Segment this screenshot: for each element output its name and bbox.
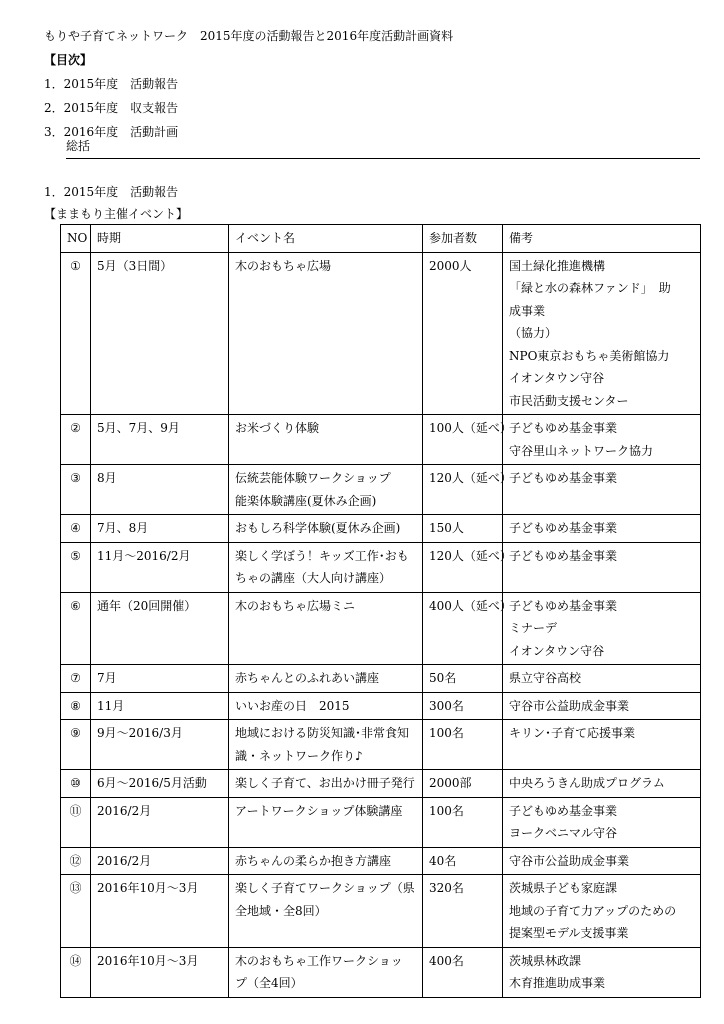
cell-event-name-line: 赤ちゃんとのふれあい講座 — [235, 671, 380, 685]
cell-notes — [503, 592, 701, 665]
section-divider — [66, 158, 700, 159]
cell-period-line: 2016/2月 — [97, 853, 152, 868]
cell-event-name — [229, 797, 423, 847]
cell-notes-line: 守谷市公益助成金事業 — [509, 853, 630, 868]
cell-notes — [503, 515, 701, 543]
table-row — [61, 692, 701, 720]
cell-notes-line: ミナーデ — [509, 621, 558, 635]
cell-period — [91, 692, 229, 720]
cell-event-name — [229, 720, 423, 770]
cell-participants-line: 120人（延べ） — [429, 471, 512, 485]
table-row — [61, 797, 701, 847]
cell-event-name — [229, 692, 423, 720]
cell-participants — [423, 415, 512, 465]
cell-no: ⑤ — [61, 542, 91, 592]
cell-participants-line: 100名 — [429, 726, 464, 740]
cell-participants — [423, 947, 503, 997]
cell-notes — [503, 720, 701, 770]
cell-event-name-line: 楽しく学ぼう！キッズ工作･おも — [235, 548, 409, 563]
cell-notes — [503, 542, 701, 592]
cell-no: ⑦ — [61, 665, 91, 693]
cell-period — [91, 720, 229, 770]
table-row — [61, 515, 701, 543]
cell-participants — [423, 847, 503, 875]
cell-participants-line: 2000部 — [429, 776, 472, 790]
table-row — [61, 720, 701, 770]
cell-event-name-line: 楽しく子育てワークショップ（県 — [235, 881, 415, 895]
column-header-participants: 参加者数 — [423, 225, 503, 253]
cell-participants — [423, 515, 503, 543]
cell-period — [91, 515, 229, 543]
cell-event-name — [229, 847, 423, 875]
cell-participants-line: 100名 — [429, 803, 464, 818]
cell-period-line: 5月（3日間） — [97, 258, 173, 273]
table-header-row — [61, 225, 701, 253]
cell-participants-line: 120人（延べ） — [429, 548, 512, 563]
cell-event-name — [229, 465, 423, 515]
cell-period-line: 2016年10月～3月 — [97, 953, 199, 968]
events-table — [60, 224, 701, 998]
cell-notes-line: 子どもゆめ基金事業 — [509, 421, 618, 435]
cell-no: ① — [61, 252, 91, 415]
table-row — [61, 875, 701, 948]
cell-event-name — [229, 665, 423, 693]
cell-period — [91, 542, 229, 592]
cell-notes-line: 提案型モデル支援事業 — [509, 926, 629, 940]
cell-notes-line: 地域の子育て力アップのための — [509, 903, 677, 918]
cell-event-name-line: 赤ちゃんの柔らか抱き方講座 — [235, 853, 392, 868]
cell-no: ⑫ — [61, 847, 91, 875]
cell-notes-line: 子どもゆめ基金事業 — [509, 548, 618, 563]
cell-notes-line: 県立守谷高校 — [509, 671, 582, 685]
cell-participants — [423, 665, 503, 693]
cell-notes-line: 成事業 — [509, 303, 546, 318]
cell-notes-line: 守谷市公益助成金事業 — [509, 698, 630, 713]
cell-notes-line: キリン･子育て応援事業 — [509, 726, 636, 740]
cell-notes — [503, 465, 701, 515]
cell-event-name-line: 楽しく子育て、お出かけ冊子発行 — [235, 776, 415, 790]
cell-participants — [423, 465, 512, 515]
table-row — [61, 542, 701, 592]
cell-participants — [423, 770, 503, 798]
cell-event-name — [229, 542, 423, 592]
cell-no: ③ — [61, 465, 91, 515]
cell-period-line: 通年（20回開催） — [97, 598, 197, 613]
cell-notes-line: 茨城県林政課 — [509, 953, 582, 968]
cell-period-line: 5月、7月、9月 — [97, 421, 180, 435]
cell-period-line: 9月～2016/3月 — [97, 726, 183, 740]
table-body — [61, 252, 701, 997]
cell-event-name-line: 能楽体験講座(夏休み企画) — [235, 493, 377, 508]
cell-event-name-line: ちゃの講座（大人向け講座） — [235, 571, 392, 585]
cell-event-name-line: おもしろ科学体験(夏休み企画) — [235, 521, 401, 535]
cell-no: ⑨ — [61, 720, 91, 770]
cell-period — [91, 797, 229, 847]
column-header-notes: 備考 — [503, 225, 701, 253]
cell-no: ⑩ — [61, 770, 91, 798]
cell-notes — [503, 847, 701, 875]
cell-notes-line: 子どもゆめ基金事業 — [509, 471, 618, 485]
cell-period — [91, 947, 229, 997]
cell-event-name — [229, 770, 423, 798]
cell-participants — [423, 542, 512, 592]
toc-heading: 【目次】 — [44, 53, 93, 67]
cell-event-name — [229, 592, 423, 665]
cell-notes — [503, 797, 701, 847]
cell-notes-line: 市民活動支援センター — [509, 393, 629, 408]
cell-no: ⑬ — [61, 875, 91, 948]
section-subheading: 【ままもり主催イベント】 — [44, 207, 189, 221]
cell-notes-line: 中央ろうきん助成プログラム — [509, 776, 665, 790]
cell-notes-line: 国土緑化推進機構 — [509, 258, 606, 273]
cell-event-name-line: 木のおもちゃ広場 — [235, 258, 332, 273]
cell-notes-line: 木育推進助成事業 — [509, 976, 606, 990]
cell-period-line: 7月、8月 — [97, 521, 149, 535]
cell-notes — [503, 947, 701, 997]
cell-event-name — [229, 947, 423, 997]
table-row — [61, 665, 701, 693]
cell-period — [91, 252, 229, 415]
cell-notes — [503, 665, 701, 693]
cell-period — [91, 415, 229, 465]
cell-no: ⑭ — [61, 947, 91, 997]
cell-notes — [503, 415, 701, 465]
cell-participants — [423, 592, 512, 665]
cell-no: ⑪ — [61, 797, 91, 847]
column-header-event: イベント名 — [229, 225, 423, 253]
cell-no: ② — [61, 415, 91, 465]
cell-event-name-line: いいお産の日 2015 — [235, 698, 350, 713]
cell-period — [91, 465, 229, 515]
cell-event-name — [229, 515, 423, 543]
cell-period — [91, 847, 229, 875]
cell-event-name-line: 木のおもちゃ工作ワークショッ — [235, 953, 403, 968]
cell-notes-line: 子どもゆめ基金事業 — [509, 521, 618, 535]
cell-event-name — [229, 252, 423, 415]
cell-period — [91, 770, 229, 798]
cell-period-line: 7月 — [97, 671, 117, 685]
cell-period — [91, 592, 229, 665]
cell-notes-line: 子どもゆめ基金事業 — [509, 803, 618, 818]
cell-notes — [503, 875, 701, 948]
cell-notes-line: イオンタウン守谷 — [509, 643, 605, 658]
cell-participants-line: 100人（延べ） — [429, 421, 512, 435]
cell-event-name-line: 伝統芸能体験ワークショップ — [235, 471, 391, 485]
cell-notes-line: ヨークベニマル守谷 — [509, 826, 618, 840]
cell-participants-line: 400人（延べ） — [429, 598, 512, 613]
cell-participants — [423, 252, 503, 415]
cell-notes — [503, 252, 701, 415]
cell-event-name — [229, 875, 423, 948]
cell-notes-line: 守谷里山ネットワーク協力 — [509, 443, 654, 458]
cell-no: ④ — [61, 515, 91, 543]
cell-notes-line: 茨城県子ども家庭課 — [509, 881, 618, 895]
table-row — [61, 947, 701, 997]
cell-period — [91, 875, 229, 948]
cell-participants-line: 150人 — [429, 521, 464, 535]
cell-participants — [423, 875, 503, 948]
cell-participants — [423, 797, 503, 847]
cell-participants-line: 300名 — [429, 698, 464, 713]
cell-period — [91, 665, 229, 693]
table-row — [61, 592, 701, 665]
toc-item: 2．2015年度 収支報告 — [44, 101, 179, 115]
toc-item: 1．2015年度 活動報告 — [44, 77, 179, 91]
cell-period-line: 2016年10月～3月 — [97, 881, 199, 895]
cell-event-name-line: プ（全4回） — [235, 976, 303, 990]
cell-participants-line: 320名 — [429, 881, 464, 895]
cell-period-line: 6月～2016/5月活動 — [97, 776, 207, 790]
cell-participants — [423, 720, 503, 770]
table-row — [61, 465, 701, 515]
cell-period-line: 2016/2月 — [97, 803, 152, 818]
cell-participants-line: 2000人 — [429, 258, 472, 273]
table-row — [61, 847, 701, 875]
cell-event-name-line: 木のおもちゃ広場ミニ — [235, 598, 356, 613]
toc-item: 3．2016年度 活動計画 — [44, 125, 179, 139]
table-row — [61, 252, 701, 415]
cell-notes — [503, 692, 701, 720]
cell-participants-line: 40名 — [429, 853, 457, 868]
table-row — [61, 415, 701, 465]
cell-notes-line: （協力） — [509, 326, 558, 340]
cell-period-line: 11月 — [97, 698, 125, 713]
cell-participants-line: 50名 — [429, 671, 457, 685]
cell-period-line: 11月～2016/2月 — [97, 548, 191, 563]
document-title: もりや子育てネットワーク 2015年度の活動報告と2016年度活動計画資料 — [44, 29, 454, 43]
column-header-no: NO — [61, 225, 91, 253]
toc-summary: 総括 — [66, 139, 91, 153]
cell-event-name-line: 全地域・全8回） — [235, 903, 327, 918]
section-heading: 1．2015年度 活動報告 — [44, 185, 179, 199]
cell-event-name-line: 識・ネットワーク作り♪ — [235, 748, 363, 763]
cell-no: ⑧ — [61, 692, 91, 720]
cell-notes-line: イオンタウン守谷 — [509, 371, 605, 385]
cell-notes-line: 子どもゆめ基金事業 — [509, 598, 618, 613]
table-row — [61, 770, 701, 798]
cell-event-name-line: お米づくり体験 — [235, 421, 320, 435]
cell-period-line: 8月 — [97, 471, 117, 485]
cell-event-name — [229, 415, 423, 465]
column-header-period: 時期 — [91, 225, 229, 253]
cell-notes — [503, 770, 701, 798]
cell-event-name-line: アートワークショップ体験講座 — [235, 803, 403, 818]
cell-participants — [423, 692, 503, 720]
cell-notes-line: NPO東京おもちゃ美術館協力 — [509, 348, 670, 363]
cell-notes-line: 「緑と水の森林ファンド」 助 — [509, 281, 671, 295]
cell-event-name-line: 地域における防災知識･非常食知 — [235, 726, 410, 740]
cell-no: ⑥ — [61, 592, 91, 665]
cell-participants-line: 400名 — [429, 953, 464, 968]
